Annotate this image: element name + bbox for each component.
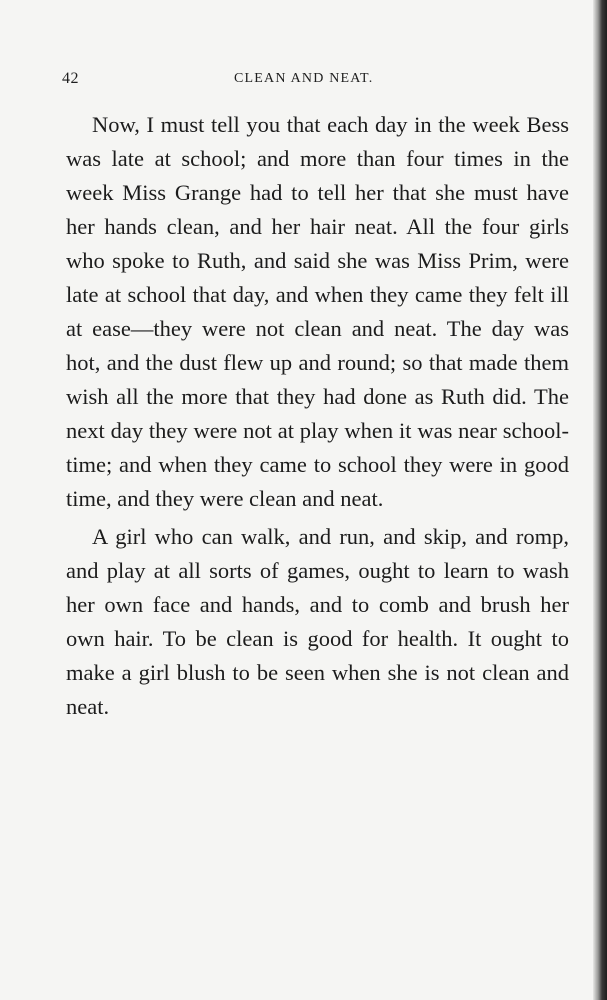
paragraph-2: A girl who can walk, and run, and skip, and romp, and play at all sorts of games, ought to learn to wash her own face and hands, and to comb and brush her own hair. To be clean is good for health. It ought to make a girl blush to be seen when she is not clean and neat. — [66, 524, 569, 719]
running-title: CLEAN AND NEAT. — [234, 71, 374, 86]
paragraph-1: Now, I must tell you that each day in the week Bess was late at school; and more than four times in the week Miss Grange had to tell her that she must have her hands clean, and her hair neat. All the four girls who spoke to Ruth, and said she was Miss Prim, were late at school that day, and when they came they felt ill at ease—they were not clean and neat. The day was hot, and the dust flew up and round; so that made them wish all the more that they had done as Ruth did. The next day they were not at play when it was near school-time; and when they came to school they were in good time, and they were clean and neat. — [66, 112, 569, 511]
body-text — [66, 108, 569, 724]
binding-edge — [593, 0, 607, 1000]
page-number: 42 — [62, 70, 79, 87]
running-head — [62, 70, 570, 96]
